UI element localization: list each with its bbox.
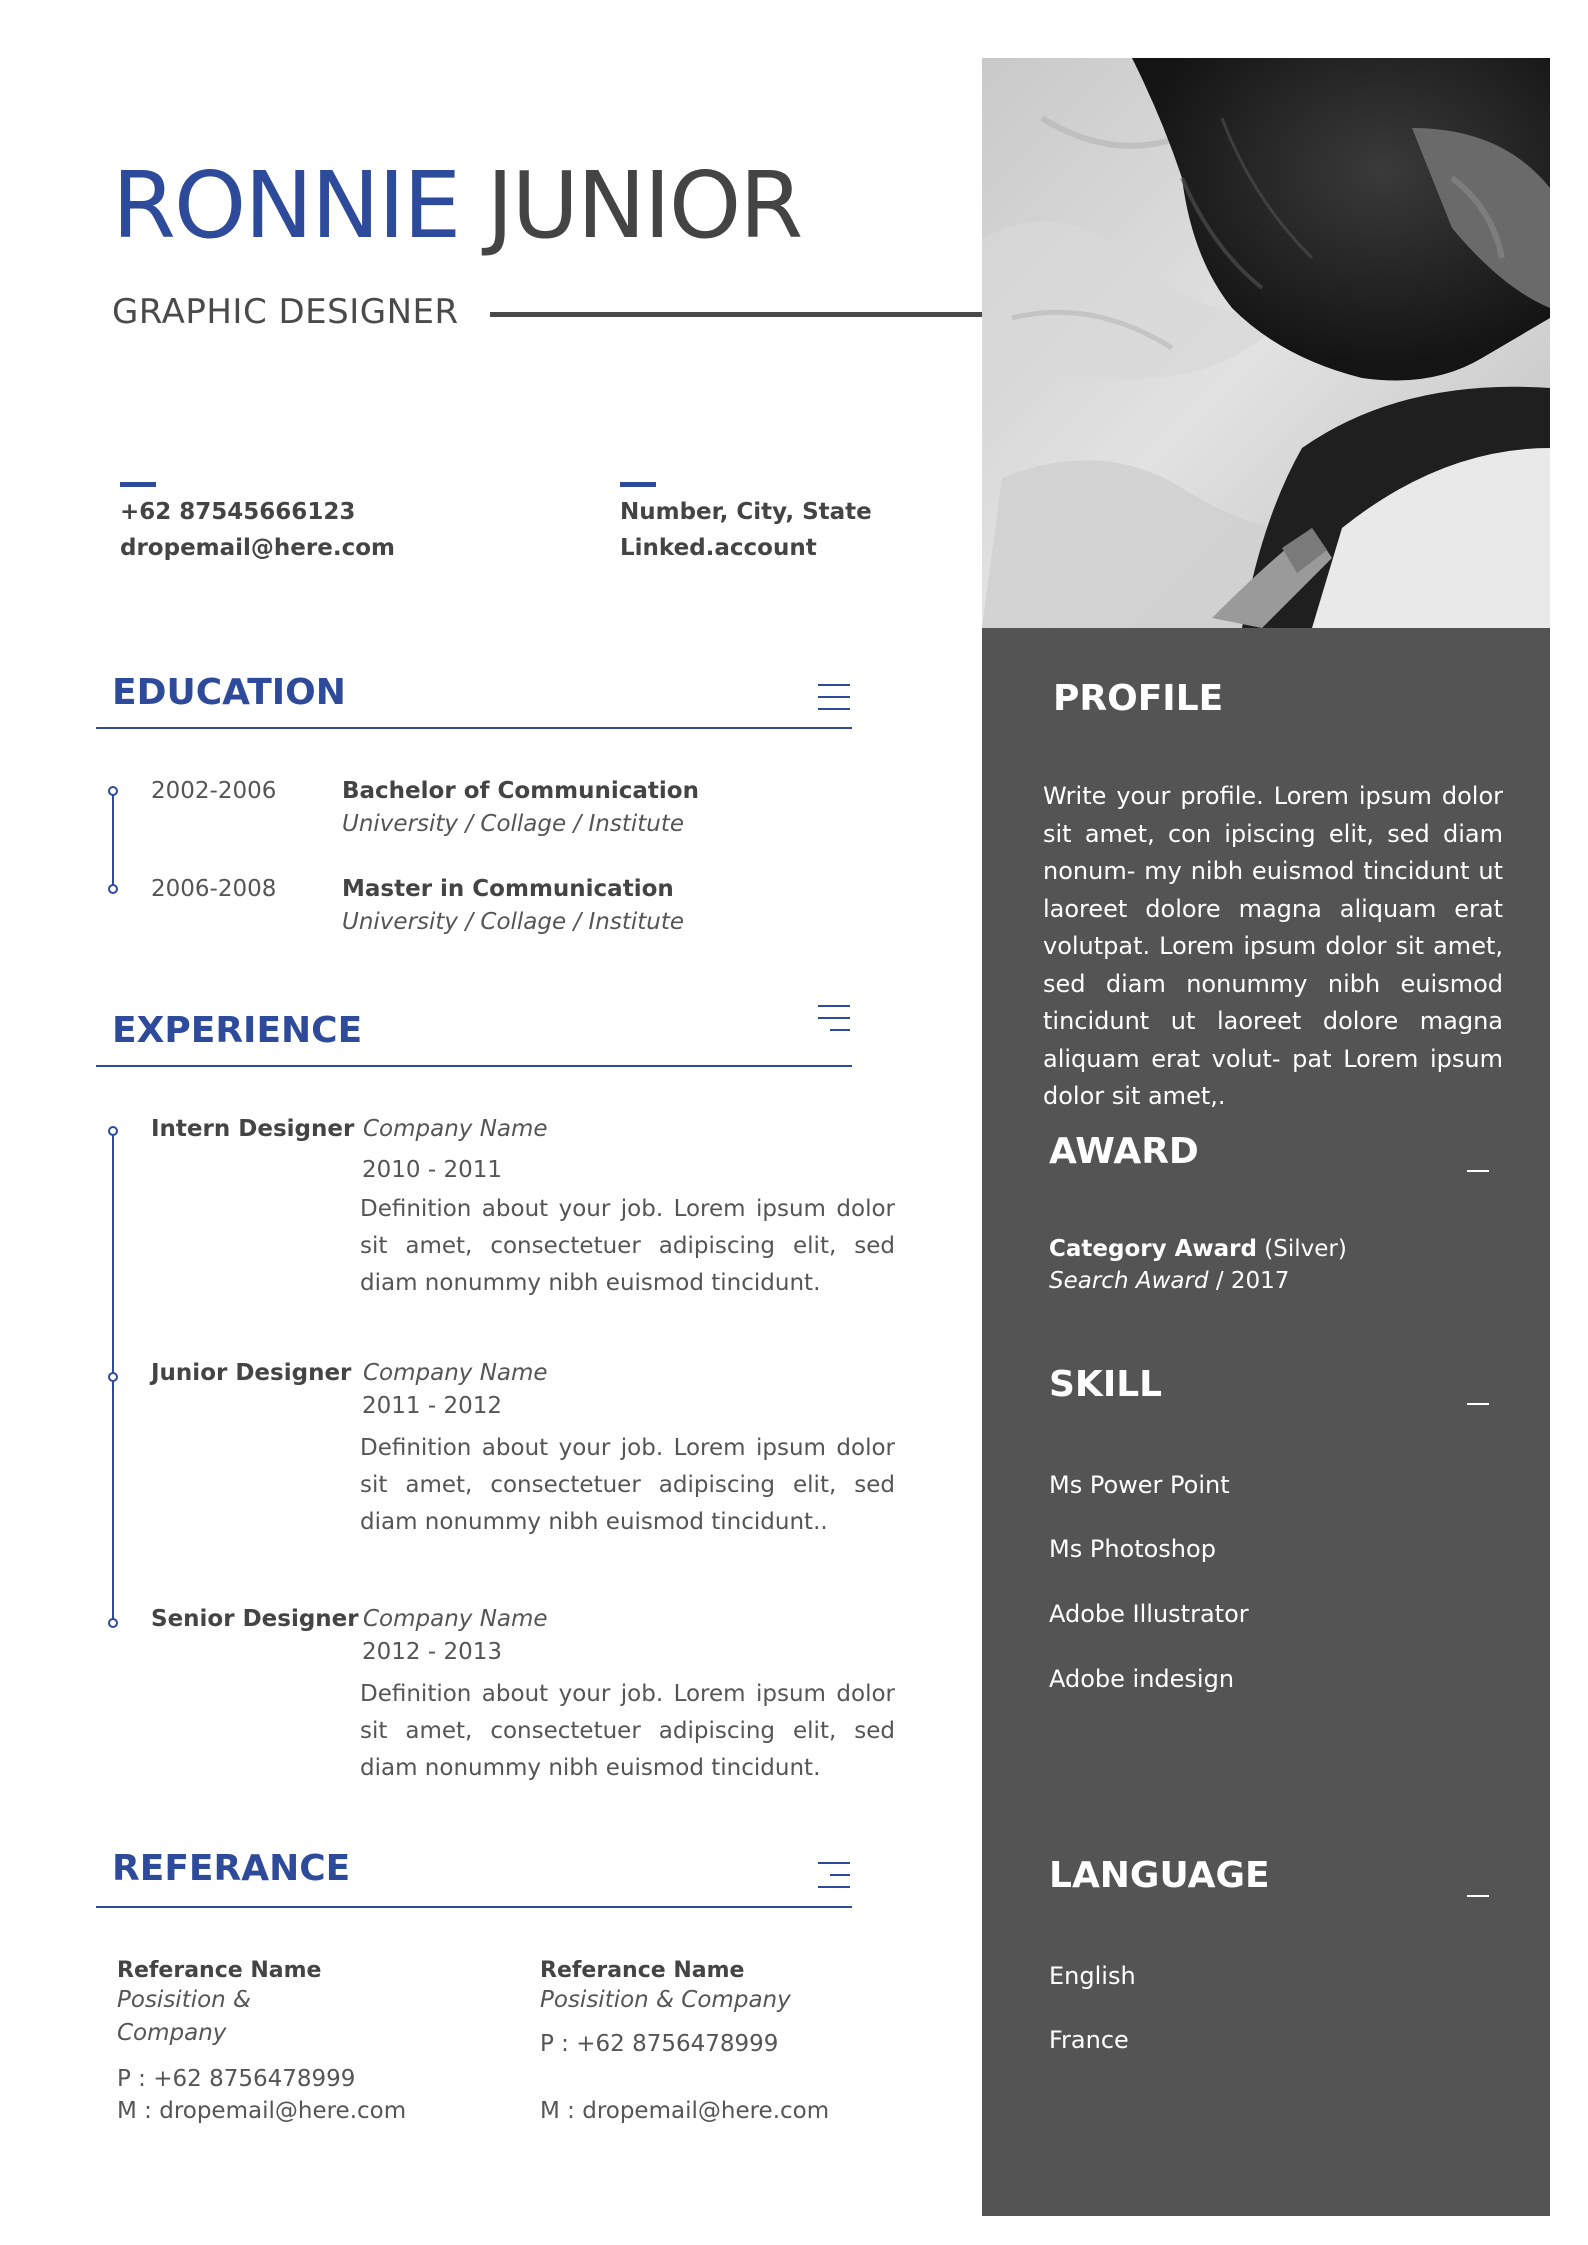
experience-company: Company Name bbox=[363, 1360, 548, 1386]
education-heading: EDUCATION bbox=[112, 672, 346, 713]
menu-lines-icon bbox=[818, 1005, 850, 1031]
contact-accent-bar bbox=[620, 482, 656, 487]
education-years: 2002-2006 bbox=[151, 778, 277, 804]
education-rule bbox=[96, 727, 852, 729]
experience-company: Company Name bbox=[363, 1116, 548, 1142]
award-name bbox=[1049, 1236, 1347, 1262]
collapse-dash-icon bbox=[1467, 1170, 1489, 1172]
timeline-dot-icon bbox=[108, 786, 118, 796]
reference-phone: P : +62 8756478999 bbox=[540, 2031, 779, 2057]
experience-role: Intern Designer bbox=[151, 1116, 355, 1142]
experience-company: Company Name bbox=[363, 1606, 548, 1632]
reference-phone: P : +62 8756478999 bbox=[117, 2066, 356, 2092]
reference-position: Posisition & Company bbox=[117, 1987, 251, 2046]
experience-role: Junior Designer bbox=[151, 1360, 352, 1386]
menu-lines-icon bbox=[818, 1862, 850, 1888]
experience-role: Senior Designer bbox=[151, 1606, 359, 1632]
contact-right bbox=[620, 494, 872, 566]
job-title: GRAPHIC DESIGNER bbox=[112, 292, 459, 332]
education-years: 2006-2008 bbox=[151, 876, 277, 902]
reference-email: M : dropemail@here.com bbox=[117, 2098, 407, 2124]
experience-description: Definition about your job. Lorem ipsum dolor sit amet, consectetuer adipiscing elit, sed diam nonummy nibh euismod tincidunt. bbox=[360, 1196, 895, 1296]
language-heading: LANGUAGE bbox=[1049, 1855, 1270, 1896]
reference-position: Posisition & Company bbox=[540, 1987, 791, 2013]
reference-heading: REFERANCE bbox=[112, 1848, 351, 1889]
timeline-dot-icon bbox=[108, 884, 118, 894]
first-name: RONNIE bbox=[112, 152, 460, 259]
collapse-dash-icon bbox=[1467, 1403, 1489, 1405]
timeline-dot-icon bbox=[108, 1618, 118, 1628]
reference-email: M : dropemail@here.com bbox=[540, 2098, 830, 2124]
profile-photo bbox=[982, 58, 1550, 628]
experience-dates: 2012 - 2013 bbox=[362, 1639, 502, 1665]
award-category: Category Award bbox=[1049, 1236, 1257, 1262]
skill-item: Adobe Illustrator bbox=[1049, 1600, 1249, 1628]
email-text: dropemail@here.com bbox=[120, 535, 395, 561]
title-divider bbox=[490, 312, 982, 317]
reference-name: Referance Name bbox=[540, 1958, 745, 1983]
reference-rule bbox=[96, 1906, 852, 1908]
experience-heading: EXPERIENCE bbox=[112, 1010, 363, 1051]
menu-lines-icon bbox=[818, 684, 850, 710]
last-name: JUNIOR bbox=[486, 152, 802, 259]
skill-item: Adobe indesign bbox=[1049, 1665, 1235, 1693]
education-institution: University / Collage / Institute bbox=[342, 909, 685, 935]
award-source bbox=[1049, 1268, 1289, 1294]
education-institution: University / Collage / Institute bbox=[342, 811, 685, 837]
experience-description: Definition about your job. Lorem ipsum dolor sit amet, consectetuer adipiscing elit, sed diam nonummy nibh euismod tincidunt.. bbox=[360, 1435, 895, 1535]
linkedin-text: Linked.account bbox=[620, 535, 817, 561]
reference-name: Referance Name bbox=[117, 1958, 322, 1983]
timeline-dot-icon bbox=[108, 1126, 118, 1136]
phone-text: +62 87545666123 bbox=[120, 499, 356, 525]
language-item: France bbox=[1049, 2026, 1129, 2054]
award-heading: AWARD bbox=[1049, 1131, 1199, 1172]
contact-left bbox=[120, 494, 395, 566]
education-degree: Master in Communication bbox=[342, 876, 674, 902]
address-text: Number, City, State bbox=[620, 499, 872, 525]
experience-dates: 2010 - 2011 bbox=[362, 1157, 502, 1183]
skill-heading: SKILL bbox=[1049, 1364, 1163, 1405]
language-item: English bbox=[1049, 1962, 1136, 1990]
timeline-dot-icon bbox=[108, 1372, 118, 1382]
experience-description: Definition about your job. Lorem ipsum dolor sit amet, consectetuer adipiscing elit, sed diam nonummy nibh euismod tincidunt. bbox=[360, 1681, 895, 1781]
skill-item: Ms Power Point bbox=[1049, 1471, 1230, 1499]
award-organization: Search Award bbox=[1049, 1268, 1209, 1294]
education-degree: Bachelor of Communication bbox=[342, 778, 699, 804]
education-timeline bbox=[112, 792, 114, 888]
experience-dates: 2011 - 2012 bbox=[362, 1393, 502, 1419]
profile-heading: PROFILE bbox=[1053, 678, 1224, 719]
award-level: (Silver) bbox=[1264, 1236, 1347, 1262]
experience-rule bbox=[96, 1065, 852, 1067]
resume-name bbox=[112, 152, 802, 259]
collapse-dash-icon bbox=[1467, 1895, 1489, 1897]
profile-text: Write your profile. Lorem ipsum dolor sit amet, con ipiscing elit, sed diam nonum- my nibh euismod tincidunt ut laoreet dolore magna aliquam erat volutpat. Lorem ipsum dolor sit amet, sed diam nonummy nibh euismod tincidunt ut laoreet dolore magna aliquam erat volut- pat Lorem ipsum dolor sit amet,. bbox=[1043, 782, 1503, 1110]
skill-item: Ms Photoshop bbox=[1049, 1535, 1216, 1563]
contact-accent-bar bbox=[120, 482, 156, 487]
award-year: / 2017 bbox=[1215, 1268, 1290, 1294]
